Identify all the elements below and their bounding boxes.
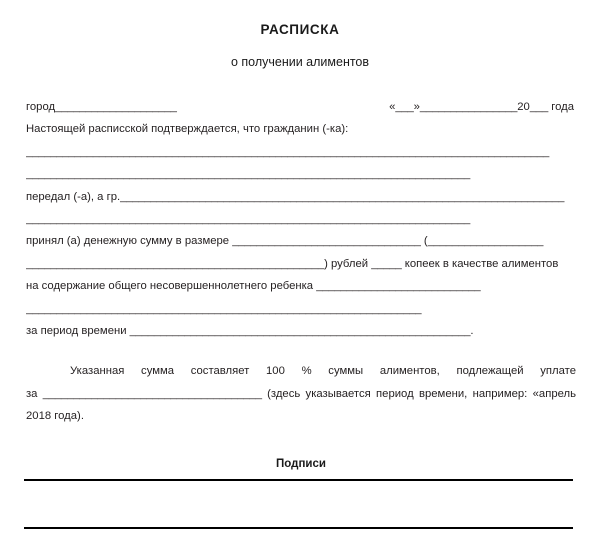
year-prefix: 20 xyxy=(517,101,530,113)
date-field xyxy=(389,96,576,118)
kopecks-word: копеек в качестве алиментов xyxy=(404,257,559,270)
amount-words-blank-1[interactable]: ___________________ xyxy=(427,235,544,248)
note-blank-2[interactable]: _________________________ xyxy=(109,387,262,400)
amount-label: принял (а) денежную сумму в размере xyxy=(26,235,230,248)
city-blank[interactable]: ____________________ xyxy=(55,101,177,113)
kopecks-blank[interactable]: _____ xyxy=(371,257,402,270)
period-end: . xyxy=(470,325,474,338)
document-subtitle: о получении алиментов xyxy=(230,55,370,69)
amount-paren-open: ( xyxy=(423,235,428,248)
signature-rule-1 xyxy=(24,479,573,481)
note-text-1: Указанная сумма составляет 100 % суммы алиментов, подлежащей уплате за xyxy=(26,365,576,400)
amount-row xyxy=(26,230,576,252)
period-label: за период времени xyxy=(26,325,127,338)
transfer-blank[interactable]: _________________________________________________________________________ xyxy=(120,190,565,203)
blank-line-3[interactable]: _________________________________________________________________________ xyxy=(26,213,471,226)
city-label: город xyxy=(26,101,56,113)
day-open-quote: « xyxy=(389,101,396,113)
transfer-row xyxy=(26,186,576,208)
blank-line-2[interactable]: _________________________________________________________________________ xyxy=(26,168,471,181)
rubles-row xyxy=(26,253,576,275)
document-body xyxy=(0,96,600,470)
child-label: на содержание общего несовершеннолетнего ребенка xyxy=(26,280,314,293)
signature-rules xyxy=(24,465,573,549)
rubles-word: рублей xyxy=(330,257,369,270)
period-row xyxy=(26,320,576,342)
child-blank[interactable]: ___________________________ xyxy=(316,280,481,293)
note-paragraph xyxy=(26,360,576,427)
year-word: года xyxy=(551,101,574,113)
signature-rule-2 xyxy=(24,527,573,529)
note-text-2: (здесь указывается период времени, например: «апрель 2018 года). xyxy=(26,387,576,423)
amount-words-blank-2[interactable]: _________________________________________________ xyxy=(26,257,325,270)
year-blank[interactable]: ___ xyxy=(529,101,549,113)
amount-paren-close: ) xyxy=(324,257,328,270)
child-row xyxy=(26,275,576,297)
note-blank-1[interactable]: ___________ xyxy=(42,387,110,400)
document-title: РАСПИСКА xyxy=(260,22,340,37)
day-blank[interactable]: ___ xyxy=(395,101,414,113)
signatures-heading: Подписи xyxy=(276,457,326,470)
city-field xyxy=(26,96,177,118)
city-date-row xyxy=(26,96,576,118)
intro-sentence: Настоящей расписской подтверждается, что гражданин (-ка): xyxy=(26,123,349,136)
period-blank[interactable]: ________________________________________________________ xyxy=(129,325,471,338)
blank-line-4[interactable]: _________________________________________________________________ xyxy=(26,302,422,315)
blank-line-1[interactable]: ______________________________________________________________________________________ xyxy=(26,145,550,158)
amount-blank[interactable]: _______________________________ xyxy=(232,235,421,248)
day-close-quote: » xyxy=(413,101,420,113)
transfer-label: передал (-а), а гр. xyxy=(26,190,121,203)
month-blank[interactable]: ________________ xyxy=(419,101,518,113)
